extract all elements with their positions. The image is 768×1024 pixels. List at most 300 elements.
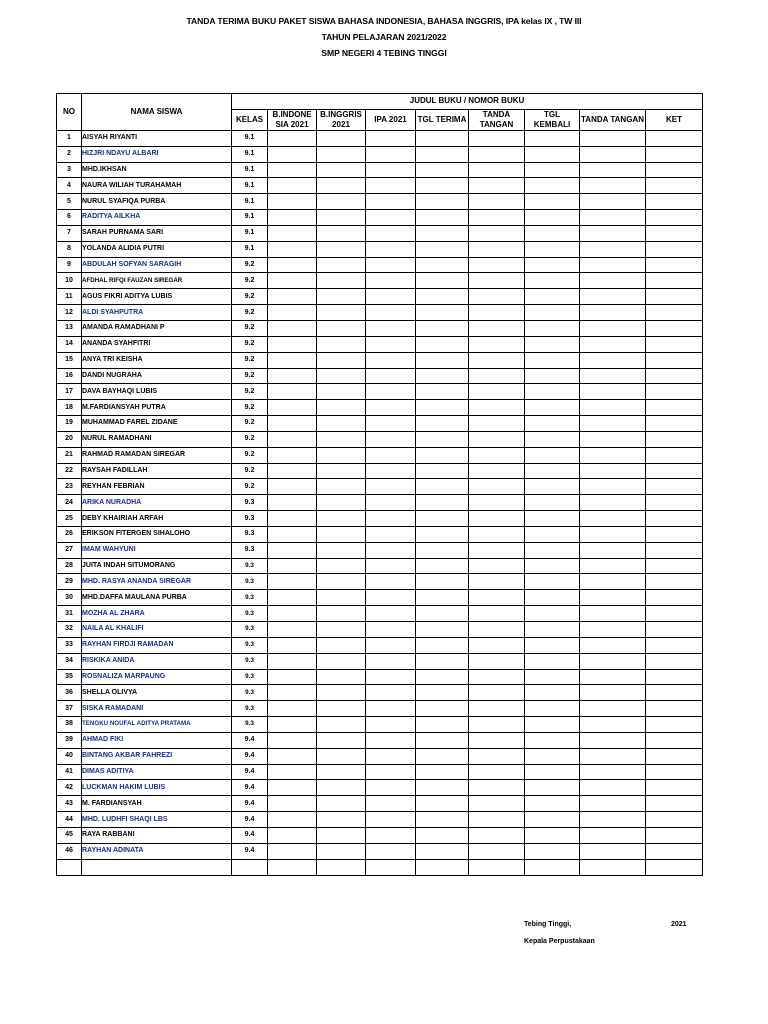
row-number: 45 xyxy=(57,827,82,843)
class-cell: 9.2 xyxy=(232,257,268,273)
row-number: 43 xyxy=(57,796,82,812)
ipa-cell xyxy=(366,542,416,558)
ipa-cell xyxy=(366,685,416,701)
tanda-tangan-kembali-cell xyxy=(580,273,646,289)
tanda-tangan-terima-cell xyxy=(469,717,525,733)
empty-cell xyxy=(317,859,366,875)
ket-cell xyxy=(646,146,703,162)
student-name: M. FARDIANSYAH xyxy=(82,796,232,812)
ket-cell xyxy=(646,764,703,780)
student-name: REYHAN FEBRIAN xyxy=(82,479,232,495)
student-name: NURUL SYAFIQA PURBA xyxy=(82,194,232,210)
class-cell: 9.2 xyxy=(232,352,268,368)
tanda-tangan-terima-cell xyxy=(469,431,525,447)
class-cell: 9.3 xyxy=(232,669,268,685)
ipa-cell xyxy=(366,400,416,416)
ket-cell xyxy=(646,352,703,368)
binggris-cell xyxy=(317,669,366,685)
tgl-terima-cell xyxy=(416,400,469,416)
tgl-kembali-cell xyxy=(525,431,580,447)
ipa-cell xyxy=(366,463,416,479)
tgl-kembali-cell xyxy=(525,146,580,162)
col-header-tanda-tangan-terima: TANDA TANGAN xyxy=(469,109,525,130)
student-name: AFDHAL RIFQI FAUZAN SIREGAR xyxy=(82,273,232,289)
col-header-kelas: KELAS xyxy=(232,109,268,130)
tanda-tangan-terima-cell xyxy=(469,653,525,669)
ipa-cell xyxy=(366,368,416,384)
tgl-kembali-cell xyxy=(525,590,580,606)
tgl-kembali-cell xyxy=(525,685,580,701)
tgl-kembali-cell xyxy=(525,669,580,685)
empty-cell xyxy=(366,859,416,875)
table-row xyxy=(57,495,703,511)
tgl-terima-cell xyxy=(416,590,469,606)
row-number: 37 xyxy=(57,701,82,717)
student-name: RADITYA AILKHA xyxy=(82,210,232,226)
student-name: ROSNALIZA MARPAUNG xyxy=(82,669,232,685)
tanda-tangan-terima-cell xyxy=(469,305,525,321)
bindonesia-cell xyxy=(268,257,317,273)
tanda-tangan-terima-cell xyxy=(469,542,525,558)
tgl-kembali-cell xyxy=(525,289,580,305)
row-number: 38 xyxy=(57,717,82,733)
binggris-cell xyxy=(317,653,366,669)
binggris-cell xyxy=(317,162,366,178)
tgl-terima-cell xyxy=(416,146,469,162)
student-rows xyxy=(57,130,703,875)
class-cell: 9.2 xyxy=(232,336,268,352)
binggris-cell xyxy=(317,146,366,162)
tanda-tangan-kembali-cell xyxy=(580,400,646,416)
table-row xyxy=(57,606,703,622)
table-row xyxy=(57,637,703,653)
tgl-kembali-cell xyxy=(525,178,580,194)
tgl-terima-cell xyxy=(416,320,469,336)
bindonesia-cell xyxy=(268,146,317,162)
tanda-tangan-terima-cell xyxy=(469,336,525,352)
bindonesia-cell xyxy=(268,447,317,463)
student-name: SISKA RAMADANI xyxy=(82,701,232,717)
tgl-kembali-cell xyxy=(525,400,580,416)
table-row xyxy=(57,748,703,764)
ipa-cell xyxy=(366,653,416,669)
tanda-tangan-terima-cell xyxy=(469,574,525,590)
binggris-cell xyxy=(317,130,366,146)
tanda-tangan-kembali-cell xyxy=(580,146,646,162)
ket-cell xyxy=(646,653,703,669)
table-row xyxy=(57,210,703,226)
tgl-terima-cell xyxy=(416,542,469,558)
tgl-terima-cell xyxy=(416,336,469,352)
tgl-terima-cell xyxy=(416,225,469,241)
tanda-tangan-terima-cell xyxy=(469,495,525,511)
student-name: AMANDA RAMADHANI P xyxy=(82,320,232,336)
tanda-tangan-terima-cell xyxy=(469,130,525,146)
class-cell: 9.2 xyxy=(232,320,268,336)
binggris-cell xyxy=(317,843,366,859)
ipa-cell xyxy=(366,416,416,432)
ipa-cell xyxy=(366,622,416,638)
tanda-tangan-terima-cell xyxy=(469,590,525,606)
student-name: NURUL RAMADHANI xyxy=(82,431,232,447)
binggris-cell xyxy=(317,542,366,558)
ket-cell xyxy=(646,574,703,590)
ket-cell xyxy=(646,590,703,606)
tgl-kembali-cell xyxy=(525,558,580,574)
table-row xyxy=(57,764,703,780)
table-row xyxy=(57,241,703,257)
bindonesia-cell xyxy=(268,289,317,305)
class-cell: 9.3 xyxy=(232,590,268,606)
ket-cell xyxy=(646,289,703,305)
tanda-tangan-terima-cell xyxy=(469,463,525,479)
ipa-cell xyxy=(366,257,416,273)
row-number: 32 xyxy=(57,622,82,638)
class-cell: 9.1 xyxy=(232,178,268,194)
tgl-kembali-cell xyxy=(525,416,580,432)
table-row xyxy=(57,352,703,368)
binggris-cell xyxy=(317,748,366,764)
tgl-kembali-cell xyxy=(525,210,580,226)
binggris-cell xyxy=(317,384,366,400)
row-number: 28 xyxy=(57,558,82,574)
binggris-cell xyxy=(317,368,366,384)
tgl-kembali-cell xyxy=(525,701,580,717)
ipa-cell xyxy=(366,210,416,226)
tanda-tangan-kembali-cell xyxy=(580,511,646,527)
ipa-cell xyxy=(366,812,416,828)
bindonesia-cell xyxy=(268,796,317,812)
bindonesia-cell xyxy=(268,368,317,384)
ipa-cell xyxy=(366,827,416,843)
class-cell: 9.2 xyxy=(232,416,268,432)
student-name: YOLANDA ALIDIA PUTRI xyxy=(82,241,232,257)
ipa-cell xyxy=(366,162,416,178)
class-cell: 9.3 xyxy=(232,637,268,653)
table-row xyxy=(57,542,703,558)
tgl-terima-cell xyxy=(416,130,469,146)
ket-cell xyxy=(646,780,703,796)
ipa-cell xyxy=(366,194,416,210)
tanda-tangan-kembali-cell xyxy=(580,796,646,812)
student-name: ERIKSON FITERGEN SIHALOHO xyxy=(82,526,232,542)
tanda-tangan-kembali-cell xyxy=(580,210,646,226)
table-row xyxy=(57,447,703,463)
bindonesia-cell xyxy=(268,305,317,321)
ipa-cell xyxy=(366,178,416,194)
table-row xyxy=(57,400,703,416)
row-number: 20 xyxy=(57,431,82,447)
class-cell: 9.2 xyxy=(232,400,268,416)
tgl-kembali-cell xyxy=(525,606,580,622)
row-number: 7 xyxy=(57,225,82,241)
ipa-cell xyxy=(366,669,416,685)
ket-cell xyxy=(646,748,703,764)
row-number: 12 xyxy=(57,305,82,321)
tgl-kembali-cell xyxy=(525,320,580,336)
student-name: MHD.IKHSAN xyxy=(82,162,232,178)
bindonesia-cell xyxy=(268,622,317,638)
tgl-kembali-cell xyxy=(525,526,580,542)
ipa-cell xyxy=(366,479,416,495)
class-cell: 9.1 xyxy=(232,130,268,146)
bindonesia-cell xyxy=(268,431,317,447)
class-cell: 9.2 xyxy=(232,463,268,479)
ket-cell xyxy=(646,463,703,479)
student-name: MHD.DAFFA MAULANA PURBA xyxy=(82,590,232,606)
tgl-kembali-cell xyxy=(525,463,580,479)
table-row xyxy=(57,178,703,194)
tanda-tangan-terima-cell xyxy=(469,511,525,527)
tanda-tangan-terima-cell xyxy=(469,320,525,336)
tanda-tangan-terima-cell xyxy=(469,748,525,764)
tgl-terima-cell xyxy=(416,701,469,717)
binggris-cell xyxy=(317,780,366,796)
class-cell: 9.1 xyxy=(232,146,268,162)
student-name: M.FARDIANSYAH PUTRA xyxy=(82,400,232,416)
tanda-tangan-kembali-cell xyxy=(580,194,646,210)
row-number: 6 xyxy=(57,210,82,226)
tgl-terima-cell xyxy=(416,764,469,780)
tgl-terima-cell xyxy=(416,796,469,812)
tgl-terima-cell xyxy=(416,273,469,289)
student-name: SARAH PURNAMA SARI xyxy=(82,225,232,241)
tanda-tangan-terima-cell xyxy=(469,146,525,162)
ipa-cell xyxy=(366,431,416,447)
col-header-no: NO xyxy=(57,94,82,131)
row-number: 3 xyxy=(57,162,82,178)
tgl-terima-cell xyxy=(416,812,469,828)
tgl-terima-cell xyxy=(416,479,469,495)
binggris-cell xyxy=(317,273,366,289)
tgl-terima-cell xyxy=(416,669,469,685)
bindonesia-cell xyxy=(268,653,317,669)
tgl-kembali-cell xyxy=(525,511,580,527)
binggris-cell xyxy=(317,178,366,194)
empty-row xyxy=(57,859,703,875)
tanda-tangan-kembali-cell xyxy=(580,320,646,336)
col-header-bindonesia: B.INDONE SIA 2021 xyxy=(268,109,317,130)
ket-cell xyxy=(646,273,703,289)
ipa-cell xyxy=(366,764,416,780)
tgl-terima-cell xyxy=(416,463,469,479)
tanda-tangan-kembali-cell xyxy=(580,622,646,638)
class-cell: 9.3 xyxy=(232,717,268,733)
ipa-cell xyxy=(366,447,416,463)
ket-cell xyxy=(646,241,703,257)
table-row xyxy=(57,225,703,241)
row-number: 8 xyxy=(57,241,82,257)
ket-cell xyxy=(646,812,703,828)
table-row xyxy=(57,701,703,717)
tanda-tangan-terima-cell xyxy=(469,685,525,701)
binggris-cell xyxy=(317,320,366,336)
tanda-tangan-terima-cell xyxy=(469,732,525,748)
bindonesia-cell xyxy=(268,780,317,796)
tanda-tangan-terima-cell xyxy=(469,257,525,273)
bindonesia-cell xyxy=(268,320,317,336)
class-cell: 9.2 xyxy=(232,368,268,384)
col-header-ket: KET xyxy=(646,109,703,130)
binggris-cell xyxy=(317,479,366,495)
tgl-kembali-cell xyxy=(525,162,580,178)
binggris-cell xyxy=(317,352,366,368)
ket-cell xyxy=(646,637,703,653)
row-number: 11 xyxy=(57,289,82,305)
tgl-terima-cell xyxy=(416,368,469,384)
tgl-kembali-cell xyxy=(525,273,580,289)
bindonesia-cell xyxy=(268,352,317,368)
bindonesia-cell xyxy=(268,827,317,843)
table-row xyxy=(57,273,703,289)
table-row xyxy=(57,574,703,590)
row-number: 44 xyxy=(57,812,82,828)
tgl-kembali-cell xyxy=(525,732,580,748)
row-number: 23 xyxy=(57,479,82,495)
tanda-tangan-terima-cell xyxy=(469,352,525,368)
tanda-tangan-kembali-cell xyxy=(580,162,646,178)
tgl-terima-cell xyxy=(416,194,469,210)
ket-cell xyxy=(646,431,703,447)
empty-cell xyxy=(232,859,268,875)
tanda-tangan-terima-cell xyxy=(469,225,525,241)
binggris-cell xyxy=(317,511,366,527)
class-cell: 9.3 xyxy=(232,653,268,669)
empty-cell xyxy=(416,859,469,875)
row-number: 1 xyxy=(57,130,82,146)
student-name: MOZHA AL ZHARA xyxy=(82,606,232,622)
table-row xyxy=(57,384,703,400)
tanda-tangan-terima-cell xyxy=(469,194,525,210)
tanda-tangan-terima-cell xyxy=(469,273,525,289)
ipa-cell xyxy=(366,717,416,733)
table-row xyxy=(57,780,703,796)
tanda-tangan-kembali-cell xyxy=(580,431,646,447)
student-name: RAYA RABBANI xyxy=(82,827,232,843)
binggris-cell xyxy=(317,447,366,463)
class-cell: 9.4 xyxy=(232,827,268,843)
class-cell: 9.3 xyxy=(232,574,268,590)
tanda-tangan-kembali-cell xyxy=(580,843,646,859)
binggris-cell xyxy=(317,416,366,432)
tanda-tangan-terima-cell xyxy=(469,637,525,653)
ket-cell xyxy=(646,305,703,321)
class-cell: 9.3 xyxy=(232,526,268,542)
class-cell: 9.1 xyxy=(232,162,268,178)
tgl-kembali-cell xyxy=(525,622,580,638)
tanda-tangan-kembali-cell xyxy=(580,225,646,241)
bindonesia-cell xyxy=(268,542,317,558)
row-number: 13 xyxy=(57,320,82,336)
book-receipt-table xyxy=(56,93,703,876)
bindonesia-cell xyxy=(268,669,317,685)
table-row xyxy=(57,653,703,669)
ket-cell xyxy=(646,669,703,685)
table-row xyxy=(57,526,703,542)
academic-year: TAHUN PELAJARAN 2021/2022 xyxy=(321,32,447,42)
bindonesia-cell xyxy=(268,606,317,622)
class-cell: 9.4 xyxy=(232,748,268,764)
tgl-terima-cell xyxy=(416,732,469,748)
ipa-cell xyxy=(366,701,416,717)
ipa-cell xyxy=(366,336,416,352)
table-row xyxy=(57,558,703,574)
table-row xyxy=(57,431,703,447)
row-number: 22 xyxy=(57,463,82,479)
tanda-tangan-terima-cell xyxy=(469,780,525,796)
ket-cell xyxy=(646,796,703,812)
tanda-tangan-terima-cell xyxy=(469,622,525,638)
row-number: 24 xyxy=(57,495,82,511)
ket-cell xyxy=(646,368,703,384)
tanda-tangan-kembali-cell xyxy=(580,653,646,669)
student-name: AISYAH RIYANTI xyxy=(82,130,232,146)
bindonesia-cell xyxy=(268,701,317,717)
tgl-terima-cell xyxy=(416,653,469,669)
ket-cell xyxy=(646,178,703,194)
bindonesia-cell xyxy=(268,273,317,289)
row-number: 36 xyxy=(57,685,82,701)
student-name: DANDI NUGRAHA xyxy=(82,368,232,384)
binggris-cell xyxy=(317,495,366,511)
class-cell: 9.1 xyxy=(232,225,268,241)
ket-cell xyxy=(646,384,703,400)
ket-cell xyxy=(646,701,703,717)
tanda-tangan-terima-cell xyxy=(469,416,525,432)
row-number: 14 xyxy=(57,336,82,352)
ket-cell xyxy=(646,827,703,843)
student-name: RAYHAN FIRDJI RAMADAN xyxy=(82,637,232,653)
bindonesia-cell xyxy=(268,194,317,210)
tanda-tangan-kembali-cell xyxy=(580,748,646,764)
bindonesia-cell xyxy=(268,479,317,495)
student-name: ANYA TRI KEISHA xyxy=(82,352,232,368)
bindonesia-cell xyxy=(268,764,317,780)
tanda-tangan-terima-cell xyxy=(469,843,525,859)
binggris-cell xyxy=(317,574,366,590)
bindonesia-cell xyxy=(268,590,317,606)
binggris-cell xyxy=(317,717,366,733)
ket-cell xyxy=(646,336,703,352)
tanda-tangan-terima-cell xyxy=(469,669,525,685)
tanda-tangan-kembali-cell xyxy=(580,764,646,780)
tanda-tangan-kembali-cell xyxy=(580,637,646,653)
tgl-terima-cell xyxy=(416,447,469,463)
tanda-tangan-kembali-cell xyxy=(580,558,646,574)
tanda-tangan-kembali-cell xyxy=(580,701,646,717)
binggris-cell xyxy=(317,701,366,717)
class-cell: 9.2 xyxy=(232,447,268,463)
tanda-tangan-kembali-cell xyxy=(580,732,646,748)
tgl-terima-cell xyxy=(416,748,469,764)
tanda-tangan-kembali-cell xyxy=(580,368,646,384)
bindonesia-cell xyxy=(268,130,317,146)
bindonesia-cell xyxy=(268,637,317,653)
class-cell: 9.4 xyxy=(232,732,268,748)
binggris-cell xyxy=(317,812,366,828)
tanda-tangan-terima-cell xyxy=(469,558,525,574)
tgl-terima-cell xyxy=(416,606,469,622)
table-row xyxy=(57,130,703,146)
table-row xyxy=(57,463,703,479)
tgl-kembali-cell xyxy=(525,764,580,780)
tanda-tangan-kembali-cell xyxy=(580,305,646,321)
ipa-cell xyxy=(366,146,416,162)
tanda-tangan-kembali-cell xyxy=(580,463,646,479)
tgl-kembali-cell xyxy=(525,796,580,812)
tgl-kembali-cell xyxy=(525,336,580,352)
row-number: 15 xyxy=(57,352,82,368)
